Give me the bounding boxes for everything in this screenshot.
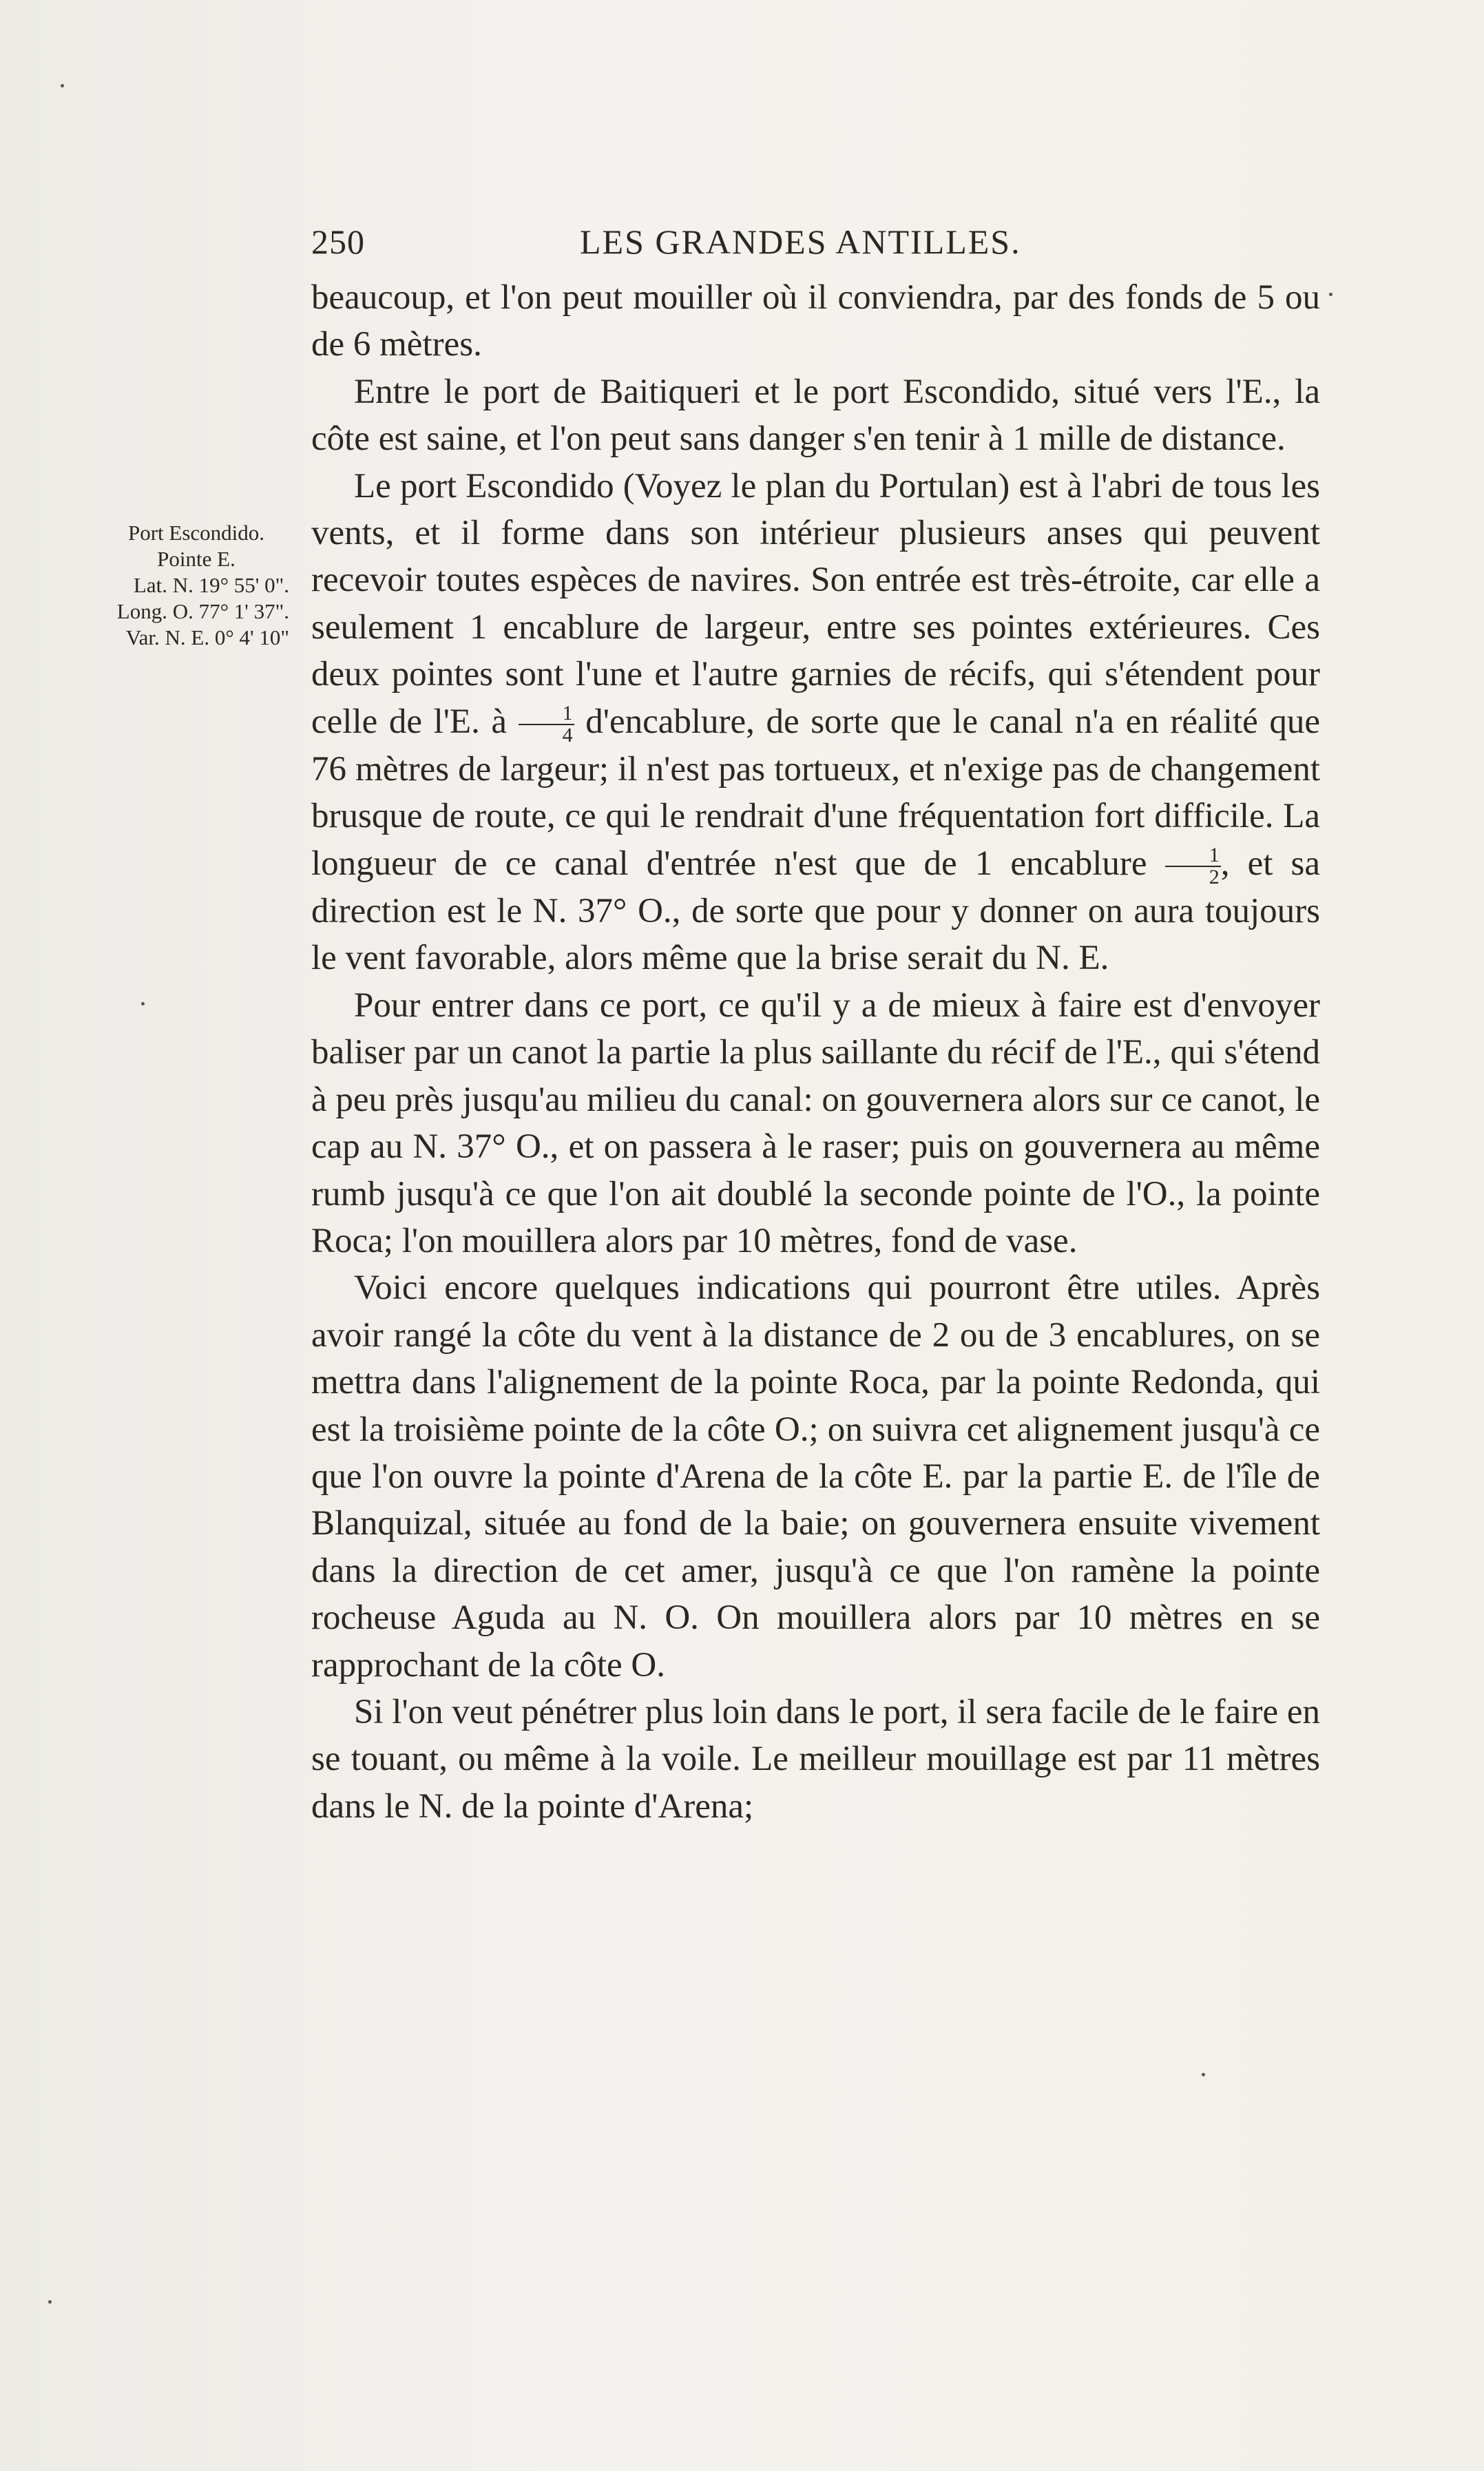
running-title: LES GRANDES ANTILLES.: [580, 222, 1021, 261]
fraction-numerator: 1: [1165, 845, 1221, 867]
paragraph-text-segment: Le port Escondido (Voyez le plan du Portulan) est à l'abri de tous les vents, et il forme dans son intérieur plusieurs anses qui peuvent recevoir toutes espèces de navires. Son entrée est très-étroite, car elle a seulement 1 encablure de largeur, entre ses pointes extérieures. Ces deux pointes sont l'une et l'autre garnies de récifs, qui s'étendent pour celle de l'E. à: [311, 466, 1320, 741]
fraction-denominator: 2: [1209, 866, 1220, 889]
paper-speck: [61, 84, 64, 87]
paper-speck: [1202, 2073, 1205, 2076]
paragraph-text-segment: , et sa direction est le N. 37° O., de sorte que pour y donner on aura toujours le vent favorable, alors même que la brise serait du N. E.: [311, 844, 1320, 978]
body-text: [311, 274, 1320, 1830]
page-header: [311, 213, 1320, 269]
margin-note-latitude: Lat. N. 19° 55' 0".: [133, 573, 289, 597]
margin-note-longitude: Long. O. 77° 1' 37".: [116, 599, 289, 623]
paragraph: Pour entrer dans ce port, ce qu'il y a de mieux à faire est d'envoyer baliser par un canot la partie la plus saillante du récif de l'E., qui s'étend à peu près jusqu'au milieu du canal: on gouvernera alors sur ce canot, le cap au N. 37° O., et on passera à le raser; puis on gouvernera au même rumb jusqu'à ce que l'on ait doublé la seconde pointe de l'O., la pointe Roca; l'on mouillera alors par 10 mètres, fond de vase.: [311, 986, 1321, 1260]
paragraph: beaucoup, et l'on peut mouiller où il conviendra, par des fonds de 5 ou de 6 mètres.: [311, 278, 1320, 364]
fraction: [1165, 845, 1221, 888]
fraction-numerator: 1: [519, 703, 574, 725]
page-number: 250: [311, 222, 365, 261]
paper-speck: [48, 2300, 52, 2304]
paragraph-text-segment: d'encablure, de sorte que le canal n'a en réalité que 76 mètres de largeur; il n'est pas tortueux, et n'exige pas de changement brusque de route, ce qui le rendrait d'une fréquentation fort difficile. La longueur de ce canal d'entrée n'est que de 1 encablure: [311, 702, 1321, 883]
fraction-denominator: 4: [562, 723, 573, 747]
margin-note: [90, 520, 289, 651]
paper-speck: [1329, 293, 1333, 296]
paragraph: [311, 463, 1320, 982]
margin-note-variation: Var. N. E. 0° 4' 10": [125, 625, 289, 649]
margin-note-subtitle: Pointe E.: [157, 547, 236, 571]
paragraph: Voici encore quelques indications qui pourront être utiles. Après avoir rangé la côte du vent à la distance de 2 ou de 3 encablures, on se mettra dans l'alignement de la pointe Roca, par la pointe Redonda, qui est la troisième pointe de la côte O.; on suivra cet alignement jusqu'à ce que l'on ouvre la pointe d'Arena de la côte E. par la partie E. de l'île de Blanquizal, située au fond de la baie; on gouvernera ensuite vivement dans la direction de cet amer, jusqu'à ce que l'on ramène la pointe rocheuse Aguda au N. O. On mouillera alors par 10 mètres en se rapprochant de la côte O.: [311, 1269, 1320, 1685]
paragraph: Si l'on veut pénétrer plus loin dans le port, il sera facile de le faire en se touant, ou même à la voile. Le meilleur mouillage est par 11 mètres dans le N. de la pointe d'Arena;: [311, 1692, 1320, 1826]
paper-speck: [141, 1002, 145, 1005]
fraction: [519, 703, 574, 746]
margin-note-title: Port Escondido.: [127, 521, 265, 545]
paragraph: Entre le port de Baitiqueri et le port Escondido, situé vers l'E., la côte est saine, et l'on peut sans danger s'en tenir à 1 mille de distance.: [311, 372, 1320, 459]
